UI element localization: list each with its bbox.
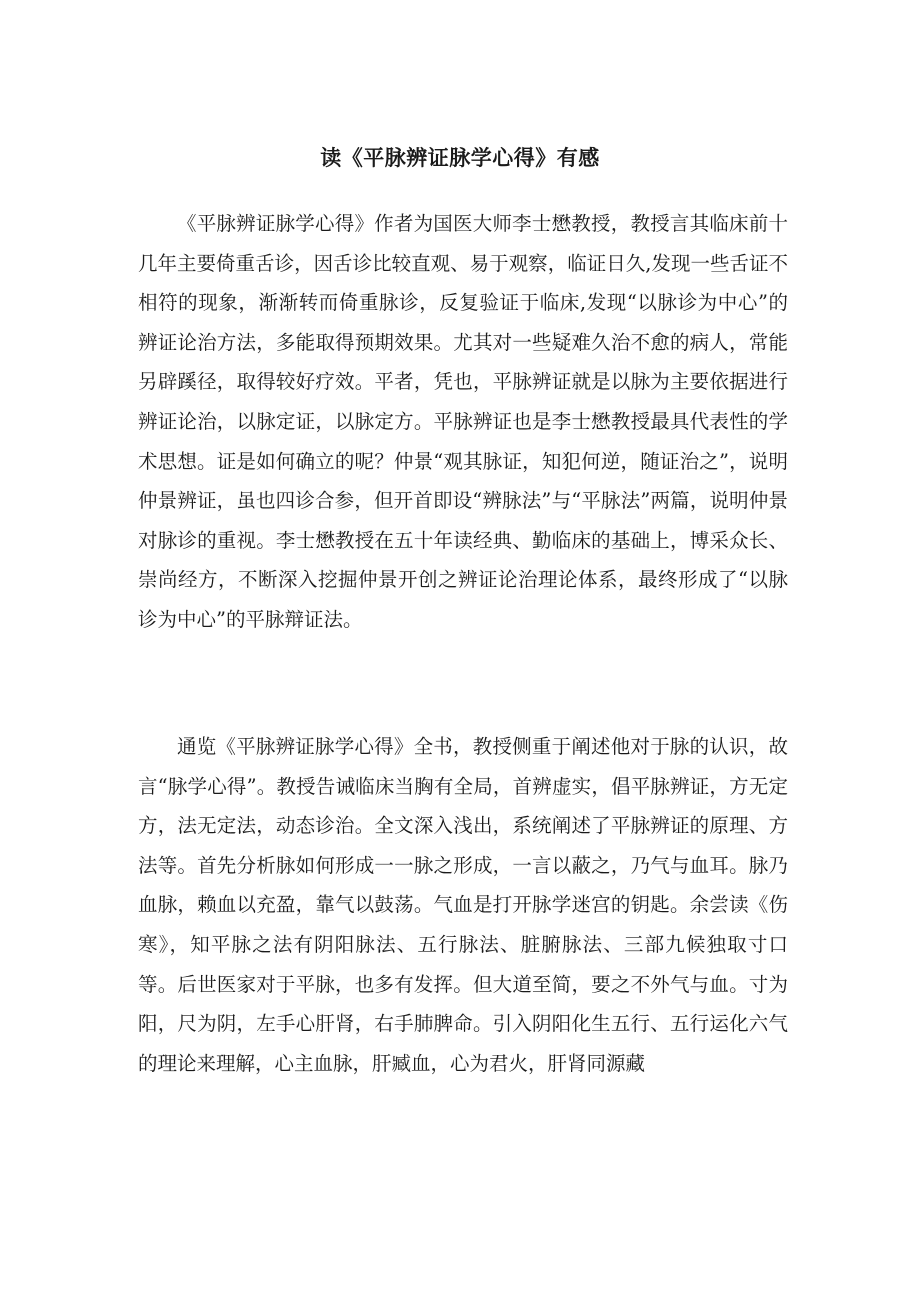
paragraph-1: 《平脉辨证脉学心得》作者为国医大师李士懋教授，教授言其临床前十几年主要倚重舌诊，因舌诊比较直观、易于观察，临证日久,发现一些舌证不相符的现象，渐渐转而倚重脉诊，反复验证于临床,发现“以脉诊为中心”的辨证论治方法，多能取得预期效果。尤其对一些疑难久治不愈的病人，常能另辟蹊径，取得较好疗效。平者，凭也，平脉辨证就是以脉为主要依据进行辨证论治，以脉定证，以脉定方。平脉辨证也是李士懋教授最具代表性的学术思想。证是如何确立的呢？仲景“观其脉证，知犯何逆，随证治之”，说明仲景辨证，虽也四诊合参，但开首即设“辨脉法”与“平脉法”两篇，说明仲景对脉诊的重视。李士懋教授在五十年读经典、勤临床的基础上，博采众长、崇尚经方，不断深入挖掘仲景开创之辨证论治理论体系，最终形成了“以脉诊为中心”的平脉辩证法。 [138,212,788,631]
paragraph-2: 通览《平脉辨证脉学心得》全书，教授侧重于阐述他对于脉的认识，故言“脉学心得”。教授告诫临床当胸有全局，首辨虚实，倡平脉辨证，方无定方，法无定法，动态诊治。全文深入浅出，系统阐述了平脉辨证的原理、方法等。首先分析脉如何形成一一脉之形成，一言以蔽之，乃气与血耳。脉乃血脉，赖血以充盈，靠气以鼓荡。气血是打开脉学迷宫的钥匙。余尝读《伤寒》，知平脉之法有阴阳脉法、五行脉法、脏腑脉法、三部九候独取寸口等。后世医家对于平脉，也多有发挥。但大道至简，要之不外气与血。寸为阳，尺为阴，左手心肝肾，右手肺脾命。引入阴阳化生五行、五行运化六气的理论来理解，心主血脉，肝臧血，心为君火，肝肾同源藏 [138,735,788,1075]
document-title: 读《平脉辨证脉学心得》有感 [320,146,600,170]
